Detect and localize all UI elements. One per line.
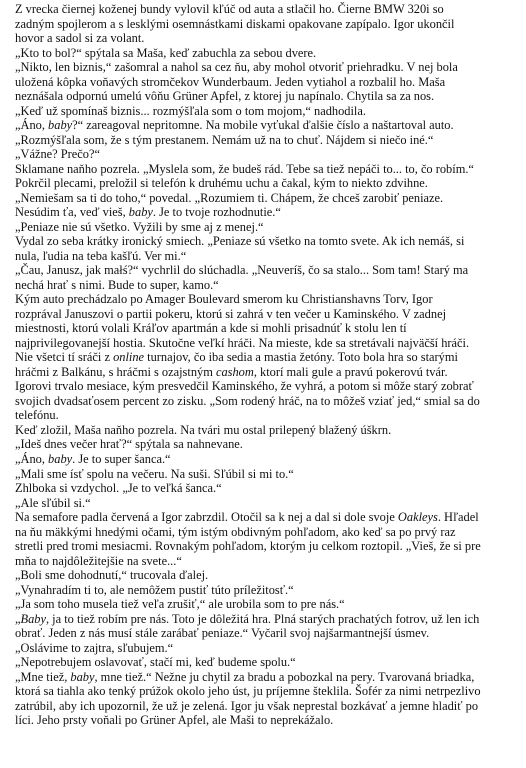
text-line: „Áno, baby. Je to super šanca.“ [15,451,171,466]
text-line: „Ideš dnes večer hrať?“ spýtala sa nahnevane. [15,437,243,452]
text-line: nula, ľudia na teba kašľú. Ver mi.“ [15,248,187,263]
emphasis: online [113,350,145,365]
text-line: Na semafore padla červená a Igor zabrzdil. Otočil sa k nej a dal si dole svoje Oakleys. Hľadel [15,510,479,525]
text-line: „Rozmýšľala som, že s tým prestanem. Nemám už na to chuť. Nájdem si niečo iné.“ [15,132,434,147]
text-line: hráčmi z Balkánu, s hráčmi s ozajstným cashom, ktorí mali gule a pravú pokerovú tvár. [15,364,448,379]
text-line: „Mali sme ísť spolu na večeru. Na suši. Sľúbil si mi to.“ [15,466,294,481]
text-line: „Oslávime to zajtra, sľubujem.“ [15,640,174,655]
text-line: Sklamane naňho pozrela. „Myslela som, že budeš rád. Tebe sa tiež nepáči to... to, čo robím.“ [15,161,474,176]
text-line: obrať. Jeden z nás musí stále zarábať peniaze.“ Vyčaril svoj najšarmantnejší úsmev. [15,626,430,641]
text-line: „Baby, ja to tiež robím pre nás. Toto je dôležitá hra. Plná starých prachatých fotrov, už len ich [15,611,480,626]
text-line: Pokrčil plecami, preložil si telefón k druhému uchu a čakal, kým to niekto zdvihne. [15,176,428,191]
emphasis: Baby [20,611,46,626]
text-line: Zhlboka si vzdychol. „Je to veľká šanca.“ [15,481,222,496]
text-line: „Ja som toho musela tiež veľa zrušiť,“ ale urobila som to pre nás.“ [15,597,345,612]
text-line: „Vážne? Prečo?“ [15,147,100,162]
text-line: Nie všetci tí sráči z online turnajov, čo iba sedia a mastia žetóny. Toto bola hra so starými [15,350,458,365]
emphasis: baby [128,205,153,220]
text-line: „Nemiešam sa ti do toho,“ povedal. „Rozumiem ti. Chápem, že chceš zarobiť peniaze. [15,190,444,205]
text-line: mňa to najdôležitejšie na svete...“ [15,553,182,568]
text-line: „Nikto, len biznis,“ zašomral a nahol sa cez ňu, aby mohol otvoriť priehradku. V nej bola [15,60,458,75]
emphasis: baby [48,451,73,466]
text-line: na ňu mäkkými hnedými očami, tým istým obdivným pohľadom, ako keď sa po prvý raz [15,524,456,539]
text-line: hovor a sadol si za volant. [15,31,145,46]
text-line: „Mne tiež, baby, mne tiež.“ Nežne ju chytil za bradu a pobozkal na pery. Tvarovaná briadka, [15,669,475,684]
text-line: telefónu. [15,408,59,423]
text-line: Vydal zo seba krátky ironický smiech. „Peniaze sú všetko na tomto svete. Ak ich nemáš, si [15,234,465,249]
text-line: stretli pred tromi mesiacmi. Rovnakým pohľadom, ktorým ju celkom roztopil. „Vieš, že si pre [15,539,481,554]
text-line: „Kto to bol?“ spýtala sa Maša, keď zabuchla za sebou dvere. [15,45,317,60]
text-line: ktorá sa tiahla ako tenký prúžok okolo jeho úst, ju príjemne šteklila. Šofér za nimi netrpezlivo [15,684,481,699]
emphasis: cashom [215,364,254,379]
text-line: najprivilegovanejší hostia. Skutočne veľkí hráči. Na mieste, kde sa stretávali najväčší hráči. [15,335,470,350]
text-line: „Boli sme dohodnutí,“ trucovala ďalej. [15,568,209,583]
text-line: líci. Jeho prsty voňali po Grüner Apfel, ale Maši to neprekážalo. [15,713,334,728]
emphasis: baby [48,118,73,133]
text-line: rozprával Januszovi o partii pokeru, ktorú si zahrá v ten večer u Kaminského. V zadnej [15,306,447,321]
emphasis: Oakleys [397,510,438,525]
text-line: zatrúbil, aby ich upozornil, že už je zelená. Igor ju však neprestal bozkávať a jemne hladiť po [15,698,479,713]
text-line: nechá hrať s nimi. Bude to super, kamo.“ [15,277,219,292]
text-line: uložená kôpka voňavých stromčekov Wunderbaum. Jeden vytiahol a rozbalil ho. Maša [15,74,446,89]
text-line: miestnosti, ktorú volali Kráľov apartmán a kde si mohli prisadnúť k stolu len tí [15,321,407,336]
text-line: „Nepotrebujem oslavovať, stačí mi, keď budeme spolu.“ [15,655,296,670]
text-line: neznášala odpornú umelú vôňu Grüner Apfel, z ktorej ju napínalo. Chytila sa za nos. [15,89,435,104]
text-line: Keď zložil, Maša naňho pozrela. Na tvári mu ostal prilepený blažený úškrn. [15,422,392,437]
text-line: „Peniaze nie sú všetko. Vyžili by sme aj z menej.“ [15,219,264,234]
text-line: „Čau, Janusz, jak małś?“ vychrlil do slúchadla. „Neuveríš, čo sa stalo... Som tam! Starý ma [15,263,469,278]
emphasis: baby [70,669,95,684]
text-line: „Keď už spomínaš biznis... rozmýšľala som o tom mojom,“ nadhodila. [15,103,366,118]
text-line: „Ale sľúbil si.“ [15,495,91,510]
text-line: „Áno, baby?“ zareagoval nepritomne. Na mobile vyťukal ďalšie číslo a naštartoval auto. [15,118,454,133]
text-line: Nesúdim ťa, veď vieš, baby. Je to tvoje rozhodnutie.“ [15,205,281,220]
text-line: „Vynahradím ti to, ale nemôžem pustiť túto príležitosť.“ [15,582,294,597]
text-line: zadným spojlerom a s lesklými osemnástkami diskami opakovane zapípalo. Igor ukončil [15,16,455,31]
text-line: Kým auto prechádzalo po Amager Boulevard smerom ku Christianshavns Torv, Igor [15,292,433,307]
text-line: svojich dvadsaťosem percent zo zisku. „Som rodený hráč, na to môžeš vziať jed,“ smial sa do [15,393,480,408]
text-line: Z vrecka čiernej koženej bundy vylovil kľúč od auta a stlačil ho. Čierne BMW 320i so [15,2,444,16]
text-line: Igorovi trvalo mesiace, kým presvedčil Kaminského, že vyhrá, a potom si môže starý zobrať [15,379,474,394]
